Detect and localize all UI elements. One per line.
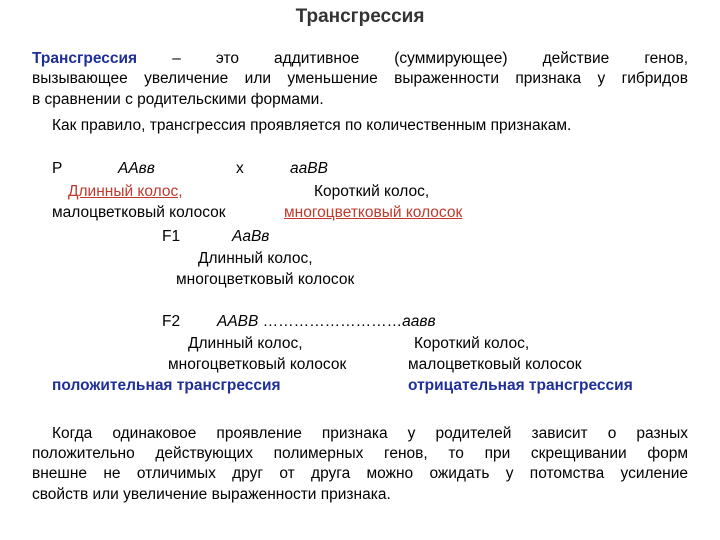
positive-transgression: положительная трансгрессия [52,377,281,394]
parent2-trait-1: Короткий колос, [314,183,430,200]
p-label: Р [52,160,63,177]
slide-title: Трансгрессия [295,6,425,27]
parent2-trait-2: многоцветковый колосок [284,204,463,221]
cross-sign: х [236,160,244,177]
f2-dots: ……………………… [262,313,403,330]
f2-label: F2 [162,313,181,330]
f1-trait-1: Длинный колос, [198,250,313,267]
f1-trait-2: многоцветковый колосок [176,271,355,288]
conclusion-line-1: Когда одинаковое проявление признака у родителей зависит о разных [52,425,688,442]
f2-genotype-1: ААВВ [217,313,259,330]
f1-label: F1 [162,228,181,245]
parent1-trait-2: малоцветковый колосок [52,204,226,221]
definition-line-1-rest: – это аддитивное (суммирующее) действие генов, [172,50,689,67]
f2-genotype-2: аавв [402,313,436,330]
negative-transgression: отрицательная трансгрессия [408,377,633,394]
parent2-genotype: ааВВ [290,160,328,177]
rule-text: Как правило, трансгрессия проявляется по количественным признакам. [52,117,572,134]
conclusion-line-4: свойств или увеличение выраженности признака. [32,486,391,503]
conclusion-line-3: внешне не отличимых друг от друга можно ожидать у потомства усиление [32,465,688,482]
f1-genotype: АаВв [232,228,270,245]
f2-left-trait-1: Длинный колос, [188,335,303,352]
f2-genotype-line [217,313,436,331]
parent1-trait-1: Длинный колос, [68,183,183,200]
conclusion-line-2: положительно действующих полимерных генов, то при скрещивании форм [32,445,688,462]
definition-line-2: вызывающее увеличение или уменьшение выраженности признака у гибридов [32,70,688,87]
f2-left-trait-2: многоцветковый колосок [168,356,347,373]
definition-line-3: в сравнении с родительскими формами. [32,91,324,108]
definition-line-1 [32,50,688,68]
term-highlight: Трансгрессия [32,50,138,67]
f2-right-trait-1: Короткий колос, [414,335,530,352]
f2-right-trait-2: малоцветковый колосок [408,356,582,373]
parent1-genotype: ААвв [118,160,155,177]
